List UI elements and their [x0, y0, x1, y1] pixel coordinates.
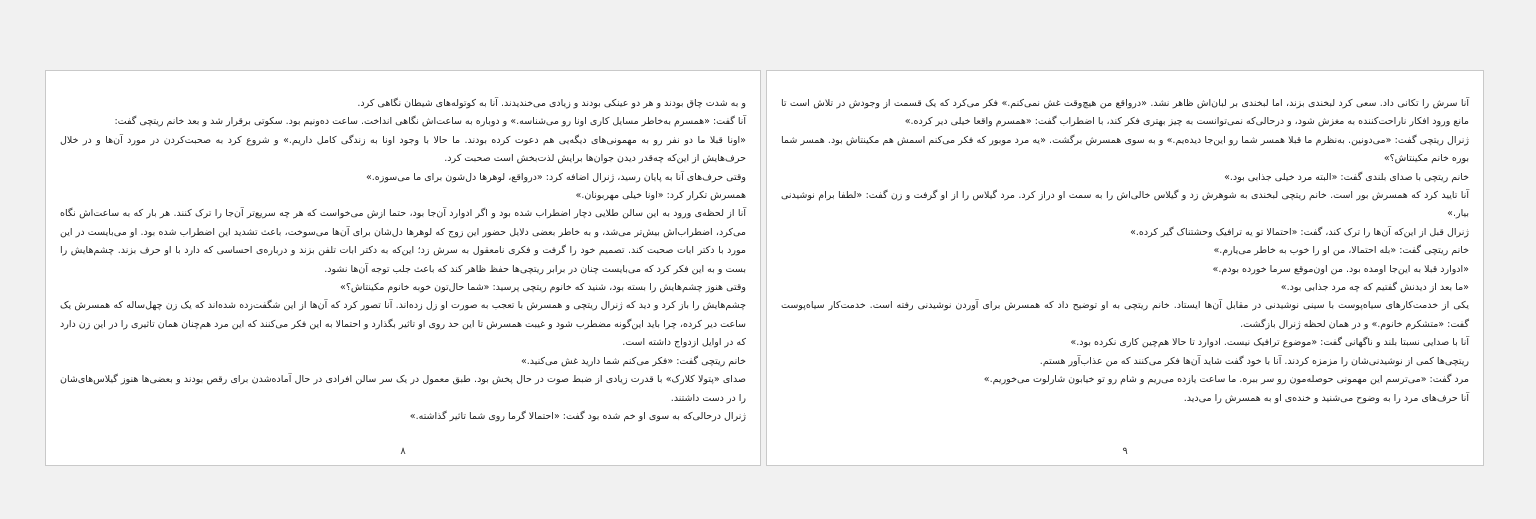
- paragraph: خانم ریتچی گفت: «بله احتمالا، من او را خوب به خاطر می‌یارم.»: [1213, 245, 1469, 257]
- paragraph: آنا گفت: «همسرم به‌خاطر مسایل کاری اونا رو می‌شناسه.» و دوباره به ساعت‌اش نگاهی انداخت. ساعت ده‌ونیم بود. سکوتی برقرار شد و بعد خانم ریتچی گفت:: [114, 116, 746, 128]
- paragraph: وقتی حرف‌های آنا به پایان رسید، ژنرال اضافه کرد: «درواقع، لوهرها دل‌شون برای ما می‌سوزه.»: [365, 171, 746, 183]
- paragraph: «ما بعد از دیدنش گفتیم که چه مرد جذابی بود.»: [1280, 282, 1469, 294]
- page-9: [766, 70, 1484, 466]
- paragraph: ریتچی‌ها کمی از نوشیدنی‌شان را مزمزه کردند. آنا با خود گفت شاید آن‌ها فکر می‌کنند که من عذاب‌آور هستم.: [1039, 355, 1469, 367]
- page-8: [45, 70, 761, 466]
- paragraph: و به شدت چاق بودند و هر دو عینکی بودند و زیادی می‌خندیدند. آنا به کوتوله‌های شیطان نگاهی کرد.: [357, 98, 746, 109]
- paragraph: آنا سرش را تکانی داد. سعی کرد لبخندی بزند، اما لبخندی بر لبان‌اش ظاهر نشد. «درواقع من هیچ‌وقت غش نمی‌کنم.» فکر می‌کرد که یک قسمت از وجودش در تلاش است تا مانع ورود افکار ناراحت‌کننده به مغزش شود، و درحالی‌که نمی‌توانست به چیز بهتری فکر کند، با اضطراب گفت: «همسرم واقعا خیلی دیر کرده.»: [781, 98, 1469, 128]
- paragraph: خانم ریتچی گفت: «فکر می‌کنم شما دارید غش می‌کنید.»: [520, 355, 746, 367]
- page-number: ۹: [1122, 446, 1128, 457]
- paragraph: آنا تایید کرد که همسرش بور است. خانم ریتچی لبخندی به شوهرش زد و گیلاس خالی‌اش را به سمت او دراز کرد. مرد گیلاس را از او گرفت و زن گفت: «لطفا برام نوشیدنی بیار.»: [781, 190, 1469, 220]
- paragraph: چشم‌هایش را باز کرد و دید که ژنرال ریتچی و همسرش با تعجب به صورت او زل زده‌اند. آنا تصور کرد که آن‌ها از این شگفت‌زده شده‌اند که یک زن چهل‌ساله که همسرش یک ساعت دیر کرده، چرا باید این‌گونه مضطرب شود و غیبت همسرش تا این حد روی او تاثیر بگذارد و احتمالا به این فکر می‌کنند که این مرد هم‌چنان همان تاثیری را در این زن دارد که در اوایل ازدواج داشته است.: [60, 300, 746, 349]
- paragraph: ژنرال قبل از این‌که آن‌ها را ترک کند، گفت: «احتمالا تو یه ترافیک وحشتناک گیر کرده.»: [1130, 226, 1469, 238]
- paragraph: ژنرال ریتچی گفت: «می‌دونین. به‌نظرم ما قبلا همسر شما رو این‌جا دیده‌یم.» و به سوی همسرش برگشت. «یه مرد موبور که فکر می‌کنم اسمش هم مکینتاش بود. همسر شما بوره خانم مکینتاش؟»: [781, 134, 1469, 165]
- page-number: ۸: [400, 446, 406, 457]
- page-8-text: [60, 95, 746, 426]
- paragraph: آنا حرف‌های مرد را به وضوح می‌شنید و خنده‌ی او به همسرش را می‌دید.: [1183, 392, 1469, 404]
- paragraph: همسرش تکرار کرد: «اونا خیلی مهربونان.»: [575, 190, 746, 202]
- paragraph: «اونا قبلا ما دو نفر رو به مهمونی‌های دیگه‌یی هم دعوت کرده بودند. ما حالا با وجود اونا به زندگی کامل داریم.» و شروع کرد به صحبت‌کردن در مورد آن‌ها و در خلال حرف‌هایش از این‌که چه‌قدر دیدن جوان‌ها برایش لذت‌بخش است صحبت کرد.: [60, 134, 746, 165]
- paragraph: مرد گفت: «می‌ترسم این مهمونی حوصله‌مون رو سر ببره. ما ساعت یازده می‌ریم و شام رو تو خیابون شارلوت می‌خوریم.»: [983, 374, 1469, 386]
- paragraph: یکی از خدمت‌کارهای سیاه‌پوست با سینی نوشیدنی در مقابل آن‌ها ایستاد. خانم ریتچی به او توضیح داد که همسرش برای آوردن نوشیدنی رفته است. خدمت‌کار سیاه‌پوست گفت: «متشکرم خانوم.» و در همان لحظه ژنرال بازگشت.: [781, 300, 1469, 330]
- paragraph: «ادوارد قبلا به این‌جا اومده بود. من اون‌موقع سرما خورده بودم.»: [1212, 263, 1469, 275]
- paragraph: وقتی هنوز چشم‌هایش را بسته بود، شنید که خانوم ریتچی پرسید: «شما حال‌تون خوبه خانوم مکینتاش؟»: [340, 282, 746, 294]
- paragraph: ژنرال درحالی‌که به سوی او خم شده بود گفت: «احتمالا گرما روی شما تاثیر گذاشته.»: [409, 410, 746, 422]
- paragraph: خانم ریتچی با صدای بلندی گفت: «البته مرد خیلی جذابی بود.»: [1224, 171, 1469, 183]
- paragraph: صدای «پتولا کلارک» با قدرت زیادی از ضبط صوت در حال پخش بود. طبق معمول در یک سر سالن افرادی در حال آماده‌شدن برای رقص بودند و بعضی‌ها هنوز گیلاس‌های‌شان را در دست داشتند.: [60, 374, 746, 404]
- paragraph: آنا با صدایی نسبتا بلند و ناگهانی گفت: «موضوع ترافیک نیست. ادوارد تا حالا هم‌چین کاری نکرده بود.»: [1070, 337, 1469, 349]
- page-9-text: [781, 95, 1469, 408]
- paragraph: آنا از لحظه‌ی ورود به این سالن طلایی دچار اضطراب شده بود و اگر ادوارد آن‌جا بود، حتما ازش می‌خواست که هر چه سریع‌تر آن‌جا را ترک کنند. هر بار که به ساعت‌اش نگاه می‌کرد، اضطراب‌اش بیش‌تر می‌شد، و به خاطر بعضی دلایل حضور این زوج که لوهرها دل‌شان برای آن‌ها می‌سوخت، باعث تشدید این اضطراب شده بود. او می‌بایست در این مورد با دکتر ابات صحبت کند. تصمیم خود را گرفت و فکری نامعقول به سرش زد؛ این‌که به دکتر ابات تلفن بزند و درباره‌ی احساسی که دارد با او حرف بزند. چشم‌هایش را بست و به این فکر کرد که می‌بایست چنان در برابر ریتچی‌ها حفظ ظاهر کند که باعث جلب توجه آن‌ها نشود.: [60, 208, 746, 275]
